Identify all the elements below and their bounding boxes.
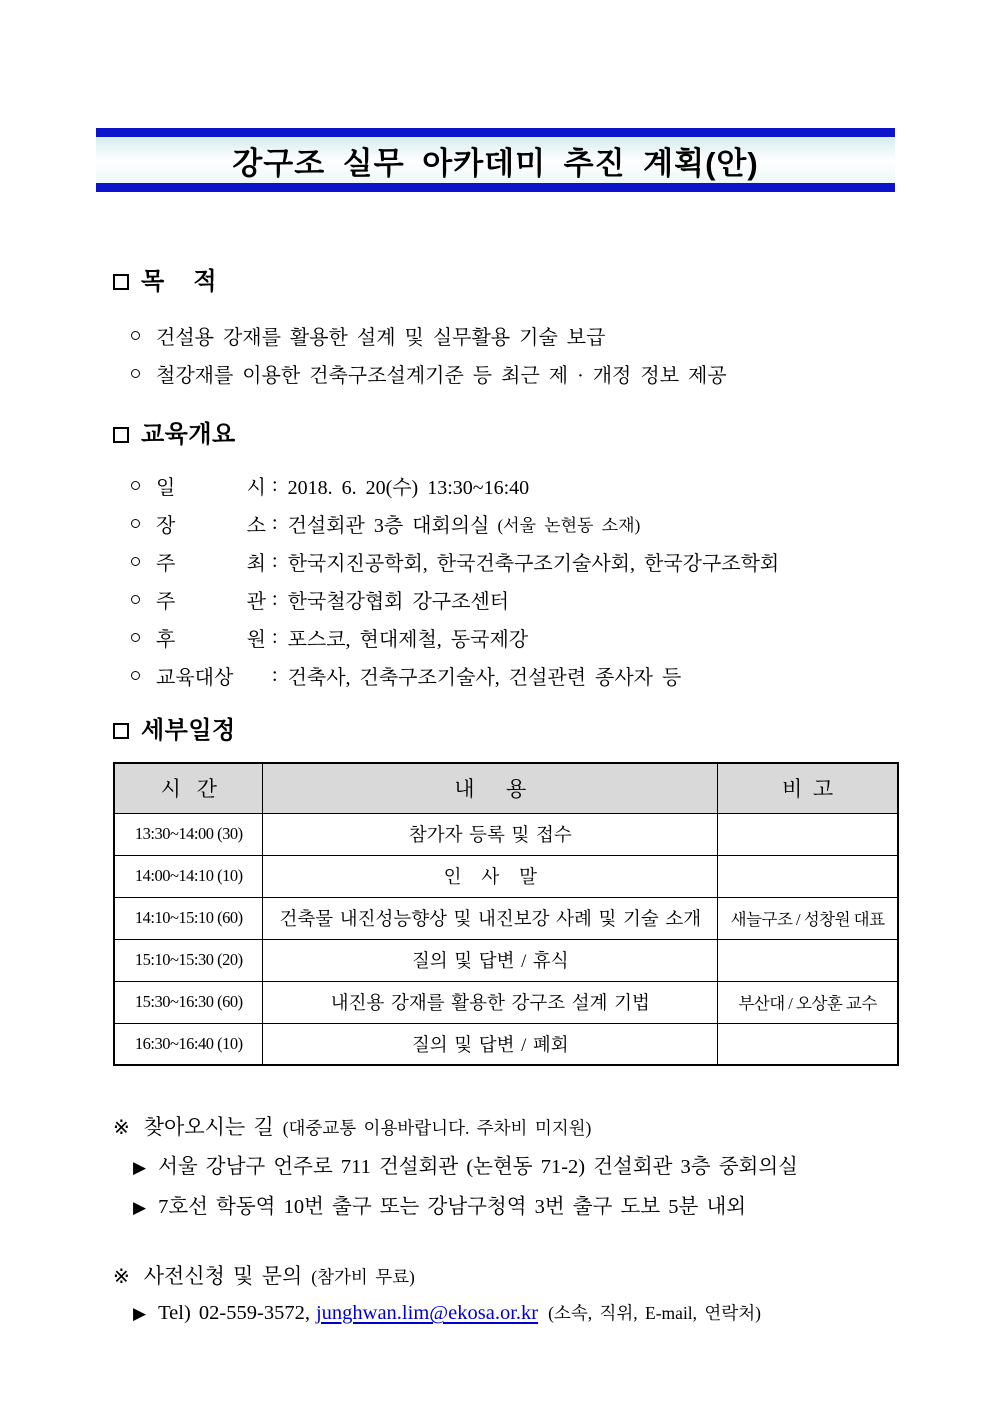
schedule-row <box>114 897 898 939</box>
overview-heading-label: 교육개요 <box>141 421 236 448</box>
schedule-time-cell: 14:10~15:10 (60) <box>114 897 263 939</box>
schedule-row <box>114 813 898 855</box>
reference-mark-icon: ※ <box>113 1117 130 1139</box>
overview-label: 후 원 <box>156 628 266 651</box>
directions-item-text: 7호선 학동역 10번 출구 또는 강남구청역 3번 출구 도보 5분 내외 <box>158 1196 747 1218</box>
purpose-item <box>131 316 992 354</box>
schedule-time-cell: 15:10~15:30 (20) <box>114 939 263 981</box>
schedule-content-cell: 내진용 강재를 활용한 강구조 설계 기법 <box>263 981 718 1023</box>
schedule-content-cell: 인 사 말 <box>263 855 718 897</box>
schedule-note-cell <box>718 813 898 855</box>
registration-note-heading <box>113 1260 992 1290</box>
purpose-item-text: 건설용 강재를 활용한 설계 및 실무활용 기술 보급 <box>156 326 606 349</box>
overview-separator: : <box>272 473 278 496</box>
schedule-content-cell: 건축물 내진성능향상 및 내진보강 사례 및 기술 소개 <box>263 897 718 939</box>
circle-bullet-icon <box>131 331 140 340</box>
directions-note-heading <box>113 1111 992 1141</box>
circle-bullet-icon <box>131 595 140 604</box>
page-title: 강구조 실무 아카데미 추진 계획(안) <box>232 145 759 181</box>
overview-label: 교육대상 <box>156 666 234 689</box>
overview-separator: : <box>272 511 278 534</box>
section-heading-schedule <box>113 717 992 745</box>
overview-separator: : <box>272 587 278 610</box>
overview-value: 포스코, 현대제철, 동국제강 <box>287 628 529 651</box>
directions-title: 찾아오시는 길 <box>143 1115 274 1139</box>
schedule-content-cell: 참가자 등록 및 접수 <box>263 813 718 855</box>
directions-item-text: 서울 강남구 언주로 711 건설회관 (논현동 71-2) 건설회관 3층 중회의실 <box>158 1156 798 1178</box>
directions-item-subway <box>133 1189 992 1229</box>
overview-value: 건축사, 건축구조기술사, 건설관련 종사자 등 <box>287 666 682 689</box>
triangle-bullet-icon: ▶ <box>133 1158 147 1178</box>
reference-mark-icon: ※ <box>113 1266 130 1288</box>
purpose-list <box>131 316 992 392</box>
circle-bullet-icon <box>131 481 140 490</box>
square-bullet-icon <box>113 723 129 739</box>
circle-bullet-icon <box>131 557 140 566</box>
schedule-content-cell: 질의 및 답변 / 폐회 <box>263 1023 718 1065</box>
directions-subnote: (대중교통 이용바랍니다. 주차비 미지원) <box>282 1118 592 1138</box>
schedule-header-content: 내 용 <box>263 763 718 813</box>
contact-email-link[interactable]: junghwan.lim@ekosa.or.kr <box>315 1302 539 1324</box>
overview-item-datetime <box>131 466 992 504</box>
overview-value: 한국지진공학회, 한국건축구조기술사회, 한국강구조학회 <box>287 552 780 575</box>
overview-separator: : <box>272 625 278 648</box>
section-heading-purpose <box>113 268 992 296</box>
circle-bullet-icon <box>131 519 140 528</box>
contact-required-fields: (소속, 직위, E-mail, 연락처) <box>548 1303 761 1323</box>
schedule-note-cell: 부산대 / 오상훈 교수 <box>718 981 898 1023</box>
circle-bullet-icon <box>131 671 140 680</box>
registration-contact-line <box>133 1300 992 1340</box>
contact-tel: Tel) 02-559-3572, <box>158 1302 310 1324</box>
purpose-heading-label: 목 적 <box>141 268 218 295</box>
overview-list <box>131 466 992 694</box>
purpose-item <box>131 354 992 392</box>
triangle-bullet-icon: ▶ <box>133 1198 147 1218</box>
overview-label: 주 최 <box>156 552 266 575</box>
circle-bullet-icon <box>131 633 140 642</box>
directions-items <box>133 1149 992 1229</box>
schedule-note-cell: 새늘구조 / 성창원 대표 <box>718 897 898 939</box>
schedule-row <box>114 1023 898 1065</box>
circle-bullet-icon <box>131 369 140 378</box>
schedule-content-cell: 질의 및 답변 / 휴식 <box>263 939 718 981</box>
overview-label: 장 소 <box>156 514 266 537</box>
schedule-header-note: 비 고 <box>718 763 898 813</box>
registration-items <box>133 1300 992 1340</box>
schedule-time-cell: 14:00~14:10 (10) <box>114 855 263 897</box>
overview-separator: : <box>272 663 278 686</box>
overview-label: 일 시 <box>156 476 266 499</box>
schedule-row <box>114 981 898 1023</box>
overview-label: 주 관 <box>156 590 266 613</box>
purpose-item-text: 철강재를 이용한 건축구조설계기준 등 최근 제 · 개정 정보 제공 <box>156 364 727 387</box>
schedule-time-cell: 16:30~16:40 (10) <box>114 1023 263 1065</box>
section-heading-overview <box>113 421 992 449</box>
triangle-bullet-icon: ▶ <box>133 1304 147 1324</box>
schedule-note-cell <box>718 855 898 897</box>
schedule-row <box>114 939 898 981</box>
schedule-time-cell: 15:30~16:30 (60) <box>114 981 263 1023</box>
schedule-note-cell <box>718 1023 898 1065</box>
overview-separator: : <box>272 549 278 572</box>
overview-value: 한국철강협회 강구조센터 <box>287 590 510 613</box>
schedule-row <box>114 855 898 897</box>
overview-value: 건설회관 3층 대회의실 <box>287 514 490 537</box>
square-bullet-icon <box>113 427 129 443</box>
schedule-header-time: 시 간 <box>114 763 263 813</box>
registration-title: 사전신청 및 문의 <box>143 1264 303 1288</box>
overview-item-host <box>131 542 992 580</box>
overview-item-sponsor <box>131 618 992 656</box>
overview-value: 2018. 6. 20(수) 13:30~16:40 <box>287 476 530 499</box>
registration-subnote: (참가비 무료) <box>311 1267 415 1287</box>
schedule-header-row <box>114 763 898 813</box>
overview-item-organizer <box>131 580 992 618</box>
directions-item-address <box>133 1149 992 1189</box>
overview-item-venue <box>131 504 992 542</box>
document-page <box>0 128 992 1403</box>
title-banner <box>96 128 895 192</box>
schedule-note-cell <box>718 939 898 981</box>
schedule-time-cell: 13:30~14:00 (30) <box>114 813 263 855</box>
square-bullet-icon <box>113 274 129 290</box>
schedule-heading-label: 세부일정 <box>141 717 236 744</box>
schedule-table <box>113 762 899 1066</box>
overview-value-note: (서울 논현동 소재) <box>497 515 641 535</box>
overview-item-audience <box>131 656 992 694</box>
